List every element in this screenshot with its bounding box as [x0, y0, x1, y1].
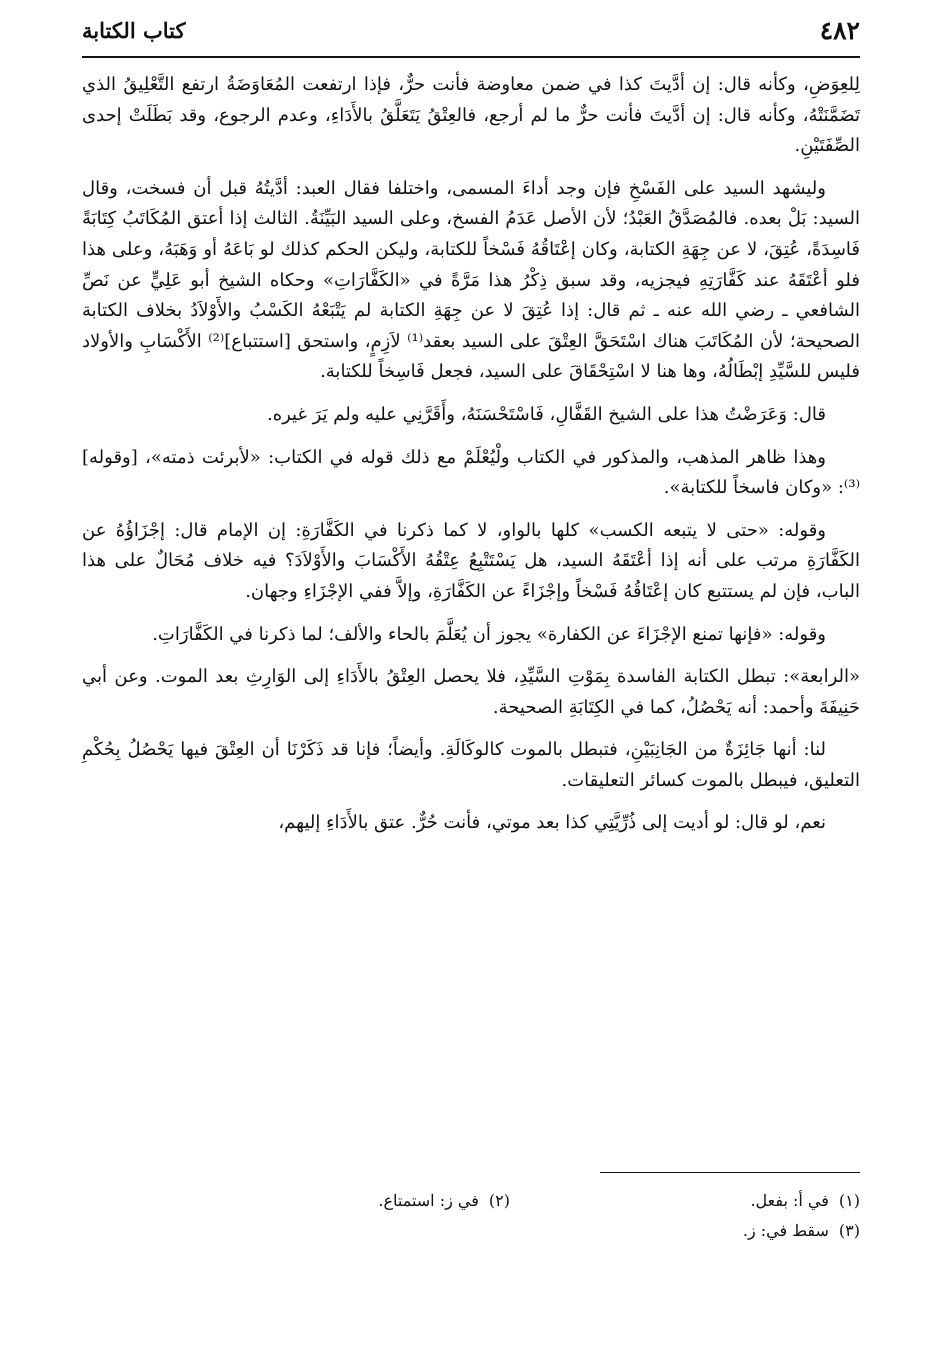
- paragraph: وهذا ظاهر المذهب، والمذكور في الكتاب ولْيُعْلَمْ مع ذلك قوله في الكتاب: «لأبرئت ذمته»، [وقوله]⁽³⁾: «وكان فاسخاً للكتابة».: [82, 446, 860, 499]
- footnote-text: في أ: بفعل.: [750, 1191, 829, 1210]
- footnote-rule: [600, 1172, 860, 1173]
- paragraph: وقوله: «فإنها تمنع الإجْزَاءَ عن الكفارة» يجوز أن يُعَلَّمَ بالحاء والألف؛ لما ذكرنا في الكَفَّارَاتِ.: [152, 623, 826, 645]
- footnote-mark: (١): [838, 1191, 860, 1210]
- page-number: ٤٨٢: [819, 16, 860, 45]
- paragraph: «الرابعة»: تبطل الكتابة الفاسدة بِمَوْتِ السَّيِّدِ، فلا يحصل العِتْقُ بالأَدَاءِ إلى الوَارِثِ بعد الموت. وعن أبي حَنِيفَةَ وأحمد: أنه يَحْصُلُ، كما في الكِتَابَةِ الصحيحة.: [82, 666, 860, 718]
- footnote-2: [378, 1186, 510, 1216]
- footnote-mark: (٢): [488, 1191, 510, 1210]
- paragraph: نعم، لو قال: لو أديت إلى ذُرِّيَّتِي كذا بعد موتي، فأنت حُرٌّ. عتق بالأَدَاءِ إليهم،: [278, 812, 826, 834]
- footnote-mark: (٣): [838, 1221, 860, 1240]
- paragraph: قال: وَعَرَضْتُ هذا على الشيخ القَفَّالِ، فَاسْتَحْسَنَهُ، وأَقَرَّنِي عليه ولم يَرَ غيره.: [266, 403, 826, 425]
- paragraph: لِلعِوَضِ، وكأنه قال: إن أدَّيتَ كذا في ضمن معاوضة فأنت حرٌّ، فإذا ارتفعت المُعَاوَضَةُ ارتفع التَّعْلِيقُ الذي تَضَمَّنَتْهُ، وكأنه قال: إن أدَّيتَ فأنت حرٌّ ما لم أرجع، فالعِتْقُ يَتَعَلَّقُ بالأَدَاءِ، وعدم الرجوع، وقد بَطَلَتْ إحدى الصِّفَتَيْنِ.: [82, 74, 861, 157]
- header-rule: [82, 56, 860, 58]
- paragraph: لنا: أنها جَائِزَةٌ من الجَانِبَيْنِ، فتبطل بالموت كالوكَالَةِ. وأيضاً؛ فإنا قد ذَكَرْنَا أن العِتْقَ فيها يَحْصُلُ بِحُكْمِ التعليق، فيبطل بالموت كسائر التعليقات.: [82, 739, 860, 791]
- running-title: كتاب الكتابة: [82, 18, 186, 43]
- paragraph: وليشهد السيد على الفَسْخِ فإن وجد أداءَ المسمى، واختلفا فقال العبد: أدَّيتُهُ قبل أن فسخت، وقال السيد: بَلْ بعده. فالمُصَدَّقُ العَبْدُ؛ لأن الأصل عَدَمُ الفسخ، وعلى السيد البَيِّنَةُ. الثالث إذا أعتق المُكَاتَبُ كِتَابَةً فَاسِدَةً، عُتِقَ، لا عن جِهَةِ الكتابة، وكان إعْتَاقُهُ فَسْخاً للكتابة، وليكن الحكم كذلك لو بَاعَهُ أو وَهَبَهُ، وعلى هذا فلو أعْتَقَهُ عند كَفَّارَتِهِ فيجزيه، وقد سبق ذِكْرُ هذا مَرَّةً في «الكَفَّارَاتِ» وحكاه الشيخ أبو عَلِيٍّ عن نَصِّ الشافعي ـ رضي الله عنه ـ ثم قال: إذا عُتِقَ لا عن جِهَةِ الكتابة لم يَتْبَعْهُ الكَسْبُ والأَوْلاَدُ بخلاف الكتابة الصحيحة؛ لأن المُكَاتَبَ هناك اسْتَحَقَّ العِتْقَ على السيد بعقد⁽¹⁾ لاَزِمٍ، واستحق [استتباع]⁽²⁾ الأَكْسَابِ والأولاد فليس للسَّيِّدِ إبْطَالُهُ، وها هنا لا اسْتِحْقَاقَ على السيد، فجعل فَاسِخاً للكتابة.: [82, 177, 861, 383]
- main-text: [82, 70, 860, 851]
- footnote-3: [743, 1216, 860, 1246]
- page-header: [82, 12, 860, 56]
- footnote-text: في ز: استمتاع.: [378, 1191, 479, 1210]
- footnote-text: سقط في: ز.: [742, 1221, 829, 1240]
- paragraph: وقوله: «حتى لا يتبعه الكسب» كلها بالواو، لا كما ذكرنا في الكَفَّارَةِ: إن الإمام قال: إجْزَاؤُهُ عن الكَفَّارَةِ مرتب على أنه إذا أعْتَقَهُ السيد، هل يَسْتَتْبِعُ عِتْقُهُ الأَكْسَابَ والأَوْلاَدَ؟ فيه خلاف مُحَالٌ على هذا الباب، فإن لم يستتبع كان إعْتَاقُهُ فَسْخاً وإجْزَاءً عن الكَفَّارَةِ، وإلاَّ ففي الإجْزَاءِ وجهان.: [82, 519, 860, 602]
- footnote-1: [750, 1186, 860, 1216]
